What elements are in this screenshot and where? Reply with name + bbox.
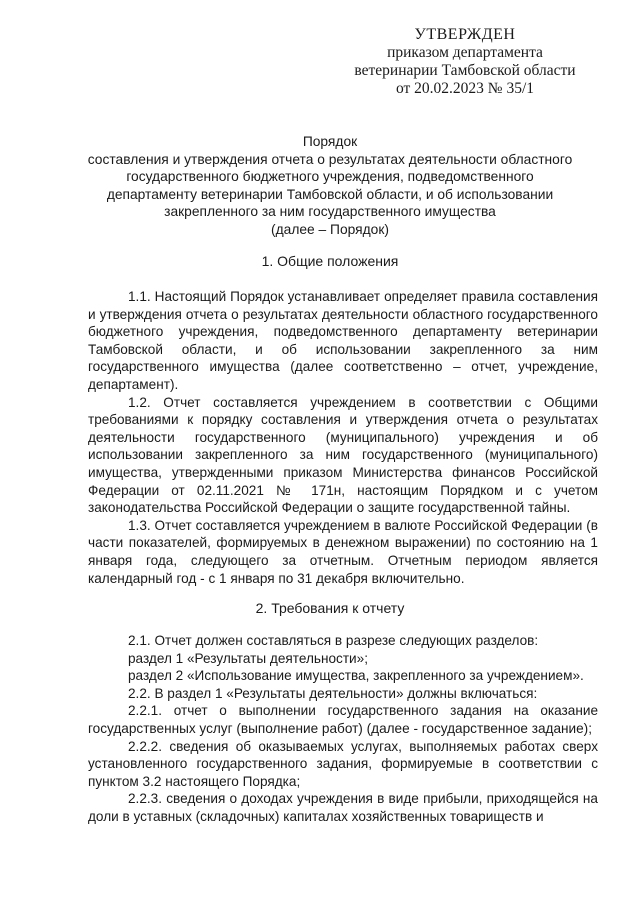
title-line: государственного бюджетного учреждения, подведомственного <box>126 169 534 184</box>
paragraph-2-2-1: 2.2.1. отчет о выполнении государственного задания на оказание государственных услуг (выполнение работ) (далее - государственное задание); <box>88 703 598 736</box>
paragraph-2-1: 2.1. Отчет должен составляться в разрезе следующих разделов: <box>128 633 539 648</box>
paragraph-section-1: раздел 1 «Результаты деятельности»; <box>128 650 368 666</box>
paragraph-1-1: 1.1. Настоящий Порядок устанавливает определяет правила составления и утверждения отчета о результатах деятельности областного государственного бюджетного учреждения, подведомственного департаменту ветеринарии Тамбовской области, и об использовании закрепленного за ним государственного имущества (далее соответственно – отчет, учреждение, департамент). <box>88 289 598 392</box>
section-2-body <box>88 632 598 826</box>
paragraph-2-2-2: 2.2.2. сведения об оказываемых услугах, выполняемых работах сверх установленного государственного задания, формируемые в соответствии с пунктом 3.2 настоящего Порядка; <box>88 738 598 789</box>
approval-stamp <box>340 26 590 98</box>
approval-line: приказом департамента <box>387 44 543 61</box>
approval-heading: УТВЕРЖДЕН <box>414 26 516 43</box>
paragraph-1-2: 1.2. Отчет составляется учреждением в соответствии с Общими требованиями к порядку составления и утверждения отчета о результатах деятельности государственного (муниципального) учреждения и об использовании закрепленного за ним государственного (муниципального) имущества, утвержденными приказом Министерства финансов Российской Федерации от 02.11.2021 № 171н, настоящим Порядком и с учетом законодательства Российской Федерации о защите государственной тайны. <box>88 394 598 516</box>
paragraph-2-2-3: 2.2.3. сведения о доходах учреждения в виде прибыли, приходящейся на доли в уставных (складочных) капиталах хозяйственных товариществ и <box>88 791 598 824</box>
section-2-heading: 2. Требования к отчету <box>255 600 405 616</box>
approval-date: от 20.02.2023 № 35/1 <box>395 80 535 97</box>
title-line: составления и утверждения отчета о результатах деятельности областного <box>87 151 573 167</box>
paragraph-2-2: 2.2. В раздел 1 «Результаты деятельности» должны включаться: <box>128 685 538 701</box>
paragraph-section-2: раздел 2 «Использование имущества, закрепленного за учреждением». <box>128 668 584 684</box>
title-line: (далее – Порядок) <box>271 221 389 237</box>
paragraph-1-3: 1.3. Отчет составляется учреждением в валюте Российской Федерации (в части показателей, формируемых в денежном выражении) по состоянию на 1 января года, следующего за отчетным. Отчетным периодом является календарный год - с 1 января по 31 декабря включительно. <box>88 517 598 586</box>
title-line: Порядок <box>302 134 358 149</box>
section-1-body <box>88 288 598 587</box>
title-line: закрепленного за ним государственного имущества <box>164 204 496 219</box>
document-title <box>60 133 600 238</box>
section-1-heading: 1. Общие положения <box>261 253 399 269</box>
title-line: департаменту ветеринарии Тамбовской области, и об использовании <box>106 186 554 202</box>
approval-line: ветеринарии Тамбовской области <box>354 62 576 79</box>
